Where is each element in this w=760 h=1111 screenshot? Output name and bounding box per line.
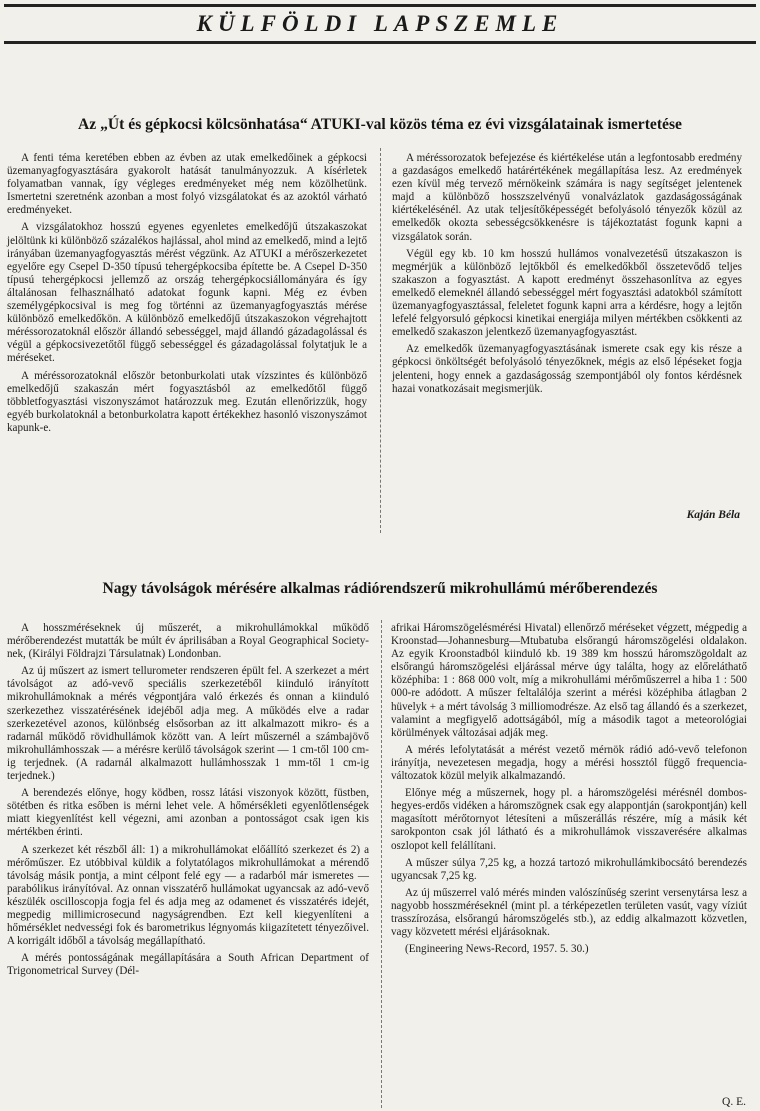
paragraph: A műszer súlya 7,25 kg, a hozzá tartozó mikrohullámkibocsátó berendezés ugyancsak 7,25 kg. (391, 856, 747, 882)
column-divider (380, 148, 381, 533)
article-1-right-column (392, 152, 742, 400)
article-2-source: (Engineering News-Record, 1957. 5. 30.) (405, 943, 589, 956)
section-title: KÜLFÖLDI LAPSZEMLE (196, 11, 564, 36)
article-1-author: Kaján Béla (686, 509, 740, 521)
paragraph: A mérés lefolytatását a mérést vezető mérnök rádió adó-vevő telefonon irányítja, nevezetesen megadja, hogy a mérési hossztól függő frequencia-változatok közül melyik alkalmazandó. (391, 743, 747, 783)
paragraph: Az emelkedők üzemanyagfogyasztásának ismerete csak egy kis része a gépkocsi önköltségét befolyásoló tényezőknek, mégis az első lépéseket fogja jelenteni, hogy ennek a gazdaságosság szempontjából oly fontos kérdésnek hazai vonatkozásait megismerjük. (392, 343, 742, 395)
column-divider (381, 620, 382, 1108)
paragraph: A mérés pontosságának megállapítására a South African Department of Trigonometrical Survey (Dél- (7, 952, 369, 978)
article-2-signature: Q. E. (722, 1096, 746, 1108)
paragraph: A berendezés előnye, hogy ködben, rossz látási viszonyok között, füstben, sötétben és ritka esőben is mérni lehet vele. A hőmérsékleti egyenlőtlenségek miatt kiegyenlítést kell végezni, ami azonban a pontosságot csak igen kis mértékben érinti. (7, 787, 369, 839)
paragraph: A méréssorozatok befejezése és kiértékelése után a legfontosabb eredmény a gazdaságos emelkedő határértékének megállapítása lesz. Az eredmények ezen kívül még tervező mérnökeink számára is nagy segítséget jelentenek majd a különböző hosszszelvényű vonalvázlatok gazdaságosságának kiértékelésénél. Az utak teljesítőképességét befolyásoló tényezők közül az emelkedők okozta sebességcsökkenésre is tájékoztatást fogunk kapni a vizsgálatok során. (392, 152, 742, 243)
paragraph: A szerkezet két részből áll: 1) a mikrohullámokat előállító szerkezet és 2) a mérőműszer. Ez utóbbival küldik a folytatólagos mikrohullámokat a mérendő távolság másik pontja, a mint célpont felé egy — a radarból már ismeretes — parabólikus irányítóval. Az onnan visszatérő hullámokat ugyancsak az adó-vevő készülék oscilloscopja fogja fel és adja meg az odamenet és visszatérés idejét, megpedig millimicrosecund nagyságrendben. Ezt kell kiegyenlíteni a hőmérséklet nedvességi fok és barometrikus légnyomás kiigazítetett tényezőivel. A korrigált időből a távolság megállapítható. (7, 843, 369, 948)
paragraph: afrikai Háromszögelésmérési Hivatal) ellenőrző méréseket végzett, mégpedig a Kroonstad—Johannesburg—Mtubatuba elsőrangú háromszögelési oldalakon. Az egyik Kroonstadból kiinduló kb. 19 389 km hosszú háromszögoldalt az elsőrangú háromszögelési eljárással mérve úgy találta, hogy az előreláthatő középhiba: 1 : 868 000 volt, míg a mikrohullámi mérőműszerrel a hiba 1 : 500 000-re adódott. A műszer feltalálója szerint a mérési középhiba átlagban 2 hüvelyk + a mért távolság 3 milliomodrésze. Az első tag állandó és a szerkezet, valamint a megfigyelő adottságából, míg a második tagot a meteorológiai körülmények változásai adják meg. (391, 622, 747, 739)
article-1-left-column (7, 152, 367, 439)
article-2-title: Nagy távolságok mérésére alkalmas rádiórendszerű mikrohullámú mérőberendezés (102, 580, 658, 597)
paragraph: Az új műszert az ismert tellurometer rendszeren épült fel. A szerkezet a mért távolságot az adó-vevő speciális szerkezetéből kiinduló irányított mikrohullámoknak a mérés végpontjára való érkezés és onnan a kiinduló szerkezethez visszatérésének idejéből adja meg. A működés elve a radar szerkezetével azonos, különbség elsősorban az itt alkalmazott mikro- és a radarnál működő rövidhullámok között van. A leírt műszernél a számbajövő mikrohullámhosszak — a mérésre kerülő távolságok szerint — 1 cm-től 100 cm-ig terjednek. (A radarnál alkalmazott hullámhosszak 1 mm-től 1 cm-ig terjednek.) (7, 665, 369, 783)
paragraph: A vizsgálatokhoz hosszú egyenes egyenletes emelkedőjű útszakaszokat jelöltünk ki különböző százalékos hajlással, ahol mind az emelkedő, mind a lejtő irányában üzemanyagfogyasztás mérést végzünk. Az ATUKI a mérőszerkezetet egyelőre egy Csepel D-350 típusú tehergépkocsiba építette be. A Csepel D-350 típusú tehergépkocsi jellemző az ország tehergépkocsiállományára és így általánosan felhasználható adatokat fogunk kapni. Még ez évben személygépkocsival is meg fog történni az üzemanyagfogyasztás mérése különböző emelkedőkön. A különböző emelkedőjű útszakaszokon végrehajtott méréssorozatoknál először állandó sebességgel, majd állandó gázadagolással és végül a gépkocsivezetőtől függő sebességgel és gázadagolással folytatjuk le a méréseket. (7, 221, 367, 365)
article-2-left-column (7, 622, 369, 982)
article-2-right-column (391, 622, 747, 960)
paragraph: A fenti téma keretében ebben az évben az utak emelkedőinek a gépkocsi üzemanyagfogyasztására gyakorolt hatását tanulmányozzuk. A kísérletek folyamatban vannak, így végleges eredményeket még nem közölhetünk. Ismertetni szeretnénk azonban a most folyó vizsgálatokat és az azoktól várható eredményeket. (7, 152, 367, 217)
paragraph: Előnye még a műszernek, hogy pl. a háromszögelési mérésnél dombos-hegyes-erdős vidéken a háromszögnek csak egy alappontján (sarokpontján) kell magasított mérőtornyot létesíteni a műszerállás részére, míg a másik két sarokponton csak jól látható és a mikrohullámok visszaverésére alkalmas oszlopot kell felállítani. (391, 787, 747, 852)
paragraph: Az új műszerrel való mérés minden valószínűség szerint versenytársa lesz a nagyobb hosszméréseknél (mint pl. a térképezetlen területen vasút, vagy víziút trasszírozása, elsőrangú háromszögelés stb.), az eddig alkalmazott közvetlen, vagy közvetett mérési eljárásoknak. (391, 886, 747, 939)
section-header (4, 4, 756, 44)
paragraph: Végül egy kb. 10 km hosszú hullámos vonalvezetésű útszakaszon is megmérjük a különböző lejtőkből és emelkedőkből összetevődő teljes szakaszon a fogyasztást. A kapott eredményt összehasonlítva az egyes emelkedő elemeknél állandó sebességgel mért fogyasztási adatokból számított üzemanyagfogyasztással, feleletet fogunk kapni arra a kérdésre, hogy a lejtőn lefelé felgyorsuló gépkocsi kinetikai energiája milyen mértékben csökkenti az emelkedő szakaszon jelentkező üzemanyagfogyasztást. (392, 247, 742, 339)
article-1-title: Az „Út és gépkocsi kölcsönhatása“ ATUKI-val közös téma ez évi vizsgálatainak ismertetése (78, 116, 682, 133)
paragraph: A méréssorozatoknál először betonburkolati utak vízszintes és különböző emelkedőjű szakaszán mért fogyasztásból az emelkedőtől függő többletfogyasztási viszonyszámot határozzuk meg. Ezután ellenőrizzük, hogy egyéb burkolatoknál a betonburkolatra kapott értékekhez hasonló viszonyszámot kapunk-e. (7, 369, 367, 434)
paragraph: A hosszméréseknek új műszerét, a mikrohullámokkal működő mérőberendezést mutatták be múlt év áprilisában a Royal Geographical Society-nek, (Királyi Földrajzi Társulatnak) Londonban. (7, 622, 369, 661)
